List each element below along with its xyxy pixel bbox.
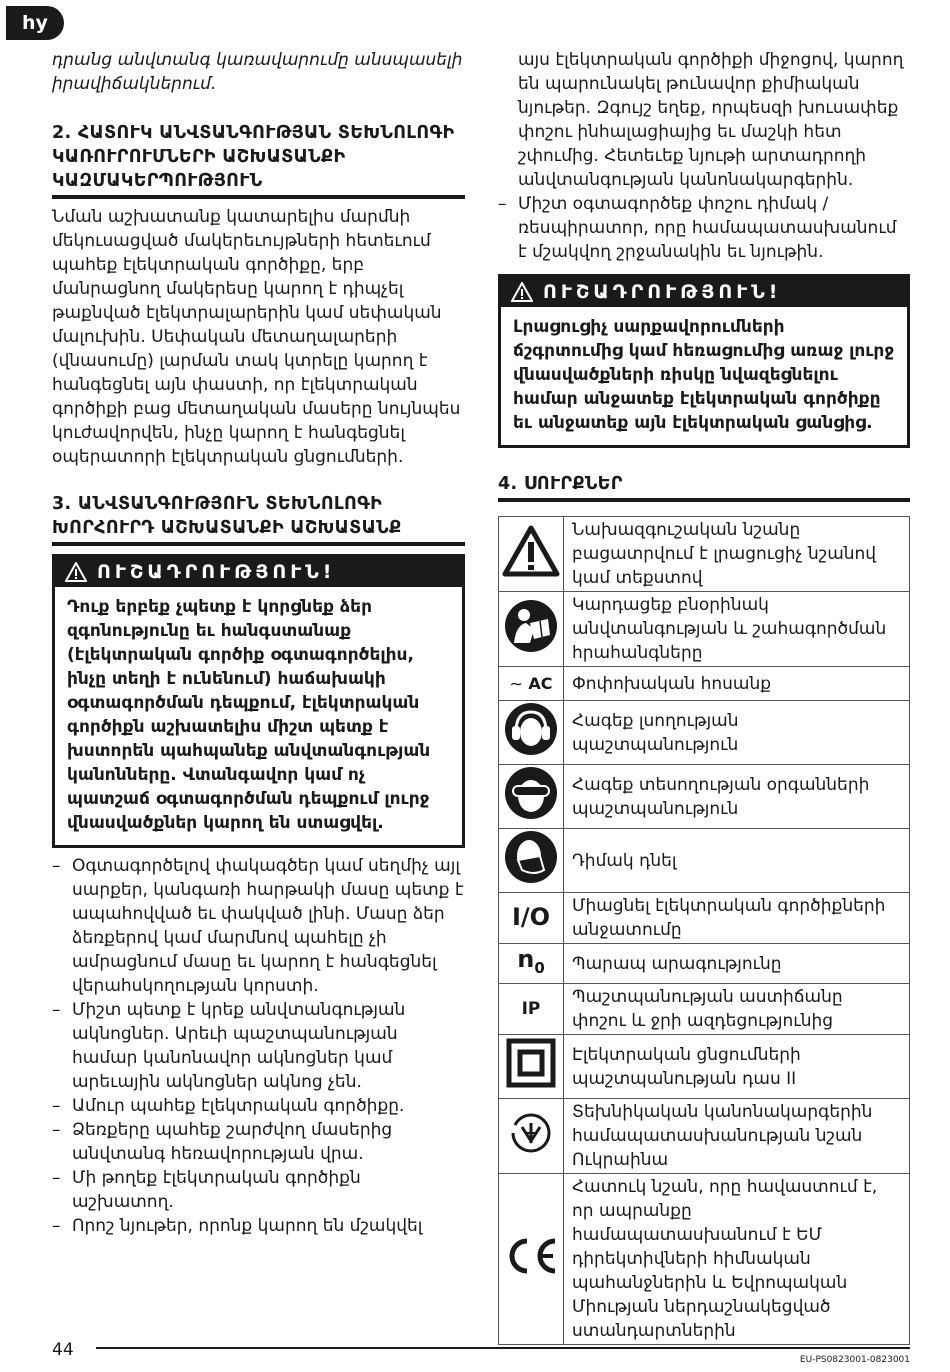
symbol-cell — [499, 893, 564, 944]
symbol-description: Պաշտպանության աստիճանը փոշու և ջրի ազդեցությունից — [564, 984, 910, 1035]
ac-label: AC — [528, 673, 553, 693]
table-row — [499, 765, 910, 829]
symbol-cell — [499, 1035, 564, 1099]
symbol-cell — [499, 667, 564, 701]
symbol-description: Փոփոխական հոսանք — [564, 667, 910, 701]
intro-text: դրանց անվտանգ կառավարումը անսպասելի իրավիճակներում. — [52, 50, 463, 94]
symbol-cell — [499, 829, 564, 893]
symbol-description: Էլեկտրական ցնցումների պաշտպանության դաս II — [564, 1035, 910, 1099]
section-4-heading: 4. ՍՈՒՐՔՆԵՐ — [498, 472, 910, 502]
warning-triangle-icon — [511, 282, 533, 302]
continued-text: այս էլեկտրական գործիքի միջոցով, կարող են պարունակել թունավոր քիմիական նյութեր. Զգույշ եղեք, որպեսզի խուսափեք փոշու ինհալացիայից եւ մաշկի հետ շփումից. Հետեւեք նյութի արտադրողի անվտանգության կանոնակարգերին. — [518, 50, 904, 190]
table-row — [499, 592, 910, 667]
symbol-cell — [499, 517, 564, 592]
warning-title: ՈՒՇԱԴՐՈՒԹՅՈՒՆ! — [97, 561, 336, 583]
table-row — [499, 517, 910, 592]
symbol-cell — [499, 1174, 564, 1345]
right-column — [498, 48, 910, 1345]
list-item: – Ձեռքերը պահեք շարժվող մասերից անվտանգ հեռավորության վրա. — [52, 1118, 465, 1166]
symbol-cell — [499, 1099, 564, 1174]
ip-rating-icon: IP — [521, 999, 541, 1019]
list-item: – Միշտ պետք է կրեք անվտանգության ակնոցներ. Արեւի պաշտպանության համար կանոնավոր ակնոցներ կամ արեւային ակնոցներ ակնոց չեն. — [52, 998, 465, 1094]
list-item: – Որոշ նյութեր, որոնք կարող են մշակվել — [52, 1214, 465, 1238]
warning-box-left — [52, 554, 465, 848]
ukraine-conformity-icon — [505, 1107, 557, 1159]
language-badge: hy — [6, 6, 64, 40]
symbol-cell — [499, 592, 564, 667]
table-row — [499, 944, 910, 984]
table-row — [499, 701, 910, 765]
document-code: EU-PS0823001-0823001 — [799, 1355, 910, 1365]
mask-bullet-list — [498, 192, 910, 264]
eye-protection-icon — [504, 766, 558, 820]
symbol-cell — [499, 984, 564, 1035]
ac-icon: ∼ AC — [509, 673, 553, 693]
warning-body: Դուք երբեք չպետք է կորցնեք ձեր զգոնությունը եւ հանգստանաք (էլեկտրական գործիք օգտագործելիս, ինչը տեղի է ունենում) հաճախակի օգտագործման դեպքում, էլեկտրական գործիքն աշխատելիս միշտ պետք է խստորեն պահպանեք անվտանգության կանոնները. Վտանգավոր կամ ոչ պատշաճ օգտագործման դեպքում լուրջ վնասվածքներ կարող են ստացվել. — [67, 597, 431, 833]
warning-body: Լրացուցիչ սարքավորումների ճշգրտումից կամ հեռացումից առաջ լուրջ վնասվածքների ռիսկը նվազեցնելու համար անջատեք էլեկտրական գործիքը եւ անջատեք այն էլեկտրական ցանցից. — [513, 317, 895, 433]
warning-triangle-icon — [65, 562, 87, 582]
dust-mask-icon — [504, 830, 558, 884]
safety-bullet-list — [52, 854, 465, 1238]
symbols-table — [498, 516, 910, 1345]
warning-title: ՈՒՇԱԴՐՈՒԹՅՈՒՆ! — [543, 281, 782, 303]
section-2-heading: 2. ՀԱՏՈՒԿ ԱՆՎՏԱՆԳՈՒԹՅԱՆ ՏԵԽՆՈԼՈԳԻ ԿԱՌՈՒՐՈՒՄՆԵՐԻ ԱՇԽԱՏԱՆՔԻ ԿԱԶՄԱԿԵՐՊՈՒԹՅՈՒՆ — [52, 121, 465, 199]
symbol-cell — [499, 701, 564, 765]
section-3-heading: 3. ԱՆՎՏԱՆԳՈՒԹՅՈՒՆ ՏԵԽՆՈԼՈԳԻ ԽՈՐՀՈՒՐԴ ԱՇԽԱՏԱՆՔԻ ԱՇԽԱՏԱՆՔ — [52, 492, 465, 546]
list-item: – Մի թողեք էլեկտրական գործիքն աշխատող. — [52, 1166, 465, 1214]
list-item: – Ամուր պահեք էլեկտրական գործիքը. — [52, 1094, 465, 1118]
idle-speed-label: n — [517, 945, 535, 974]
idle-speed-subscript: 0 — [534, 958, 545, 977]
symbol-description: Կարդացեք բնօրինակ անվտանգության և շահագործման հրահանգները — [564, 592, 910, 667]
table-row — [499, 893, 910, 944]
symbol-description: Դիմակ դնել — [564, 829, 910, 893]
ear-protection-icon — [504, 702, 558, 756]
footer-divider — [96, 1347, 910, 1349]
on-off-icon: I/O — [511, 902, 551, 931]
section-2-body: Նման աշխատանք կատարելիս մարմնի մեկուսացված մակերեւույթների հետեւում պահեք էլեկտրական գործիքը, երբ մանրացնող մակերեսը կարող է դիպչել թաքնված էլեկտրալարերին կամ սեփական մալուխին. Սեփական մետաղալարերի (վնասումը) լարման տակ կտրելը կարող է հանգեցնել այն փաստի, որ էլեկտրական գործիքի բաց մետաղական մասերը նույնպես կուժավորվեն, ինչը կարող է հանգեցնել օպերատորի էլեկտրական ցնցումների. — [52, 207, 461, 467]
symbol-description: Միացնել էլեկտրական գործիքների անջատումը — [564, 893, 910, 944]
table-row — [499, 667, 910, 701]
symbol-cell — [499, 944, 564, 984]
table-row — [499, 984, 910, 1035]
symbol-description: Հագեք լսողության պաշտպանություն — [564, 701, 910, 765]
left-column — [52, 48, 465, 1238]
symbol-description: Տեխնիկական կանոնակարգերին համապատասխանության նշան Ուկրաինա — [564, 1099, 910, 1174]
list-item: – Միշտ օգտագործեք փոշու դիմակ / ռեսպիրատոր, որը համապատասխանում է մշակվող շրջանակին եւ նյութին. — [498, 192, 910, 264]
list-item: – Օգտագործելով փակագծեր կամ սեղմիչ այլ սարքեր, կանգառի հարթակի մասը պետք է ապահովված եւ փակված լինի. Մասը ձեր ձեռքերով կամ մարմնով պահելը չի ամրացնում մասը եւ կարող է հանգեցնել վերահսկողության կորստի. — [52, 854, 465, 998]
read-manual-icon — [504, 599, 558, 653]
page-number: 44 — [52, 1340, 74, 1360]
table-row — [499, 1174, 910, 1345]
idle-speed-icon — [517, 945, 545, 977]
symbol-description: Հատուկ նշան, որը հավաստում է, որ ապրանքը համապատասխանում է ԵՄ դիրեկտիվների հիմնական պահանջներին և Եվրոպական Միության ներդաշնակեցված ստանդարտներին — [564, 1174, 910, 1345]
class-ii-icon — [506, 1038, 556, 1088]
table-row — [499, 1035, 910, 1099]
warning-box-right — [498, 274, 910, 448]
table-row — [499, 829, 910, 893]
warning-header — [501, 277, 907, 307]
symbol-description: Նախազգուշական նշանը բացատրվում է լրացուցիչ նշանով կամ տեքստով — [564, 517, 910, 592]
warning-header — [55, 557, 462, 587]
table-row — [499, 1099, 910, 1174]
symbol-cell — [499, 765, 564, 829]
warning-triangle-icon — [502, 525, 560, 577]
symbol-description: Պարապ արագությունը — [564, 944, 910, 984]
symbol-description: Հագեք տեսողության օրգանների պաշտպանություն — [564, 765, 910, 829]
ce-mark-icon — [503, 1235, 559, 1277]
